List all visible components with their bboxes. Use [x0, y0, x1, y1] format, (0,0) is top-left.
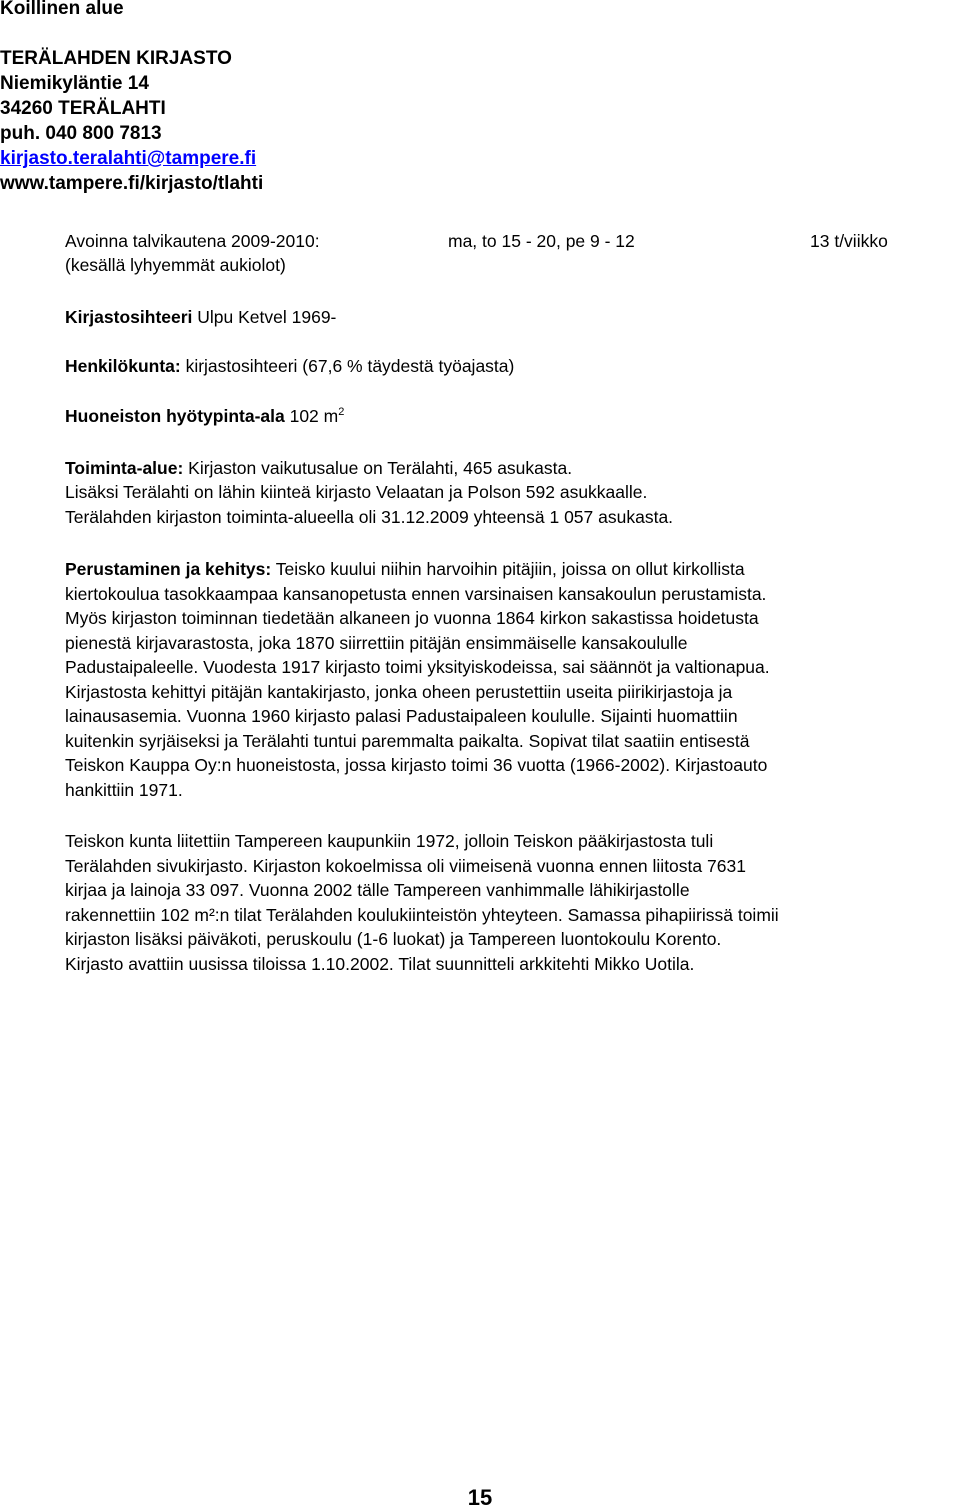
- area-superscript: 2: [338, 406, 345, 419]
- merger-line: Teiskon kunta liitettiin Tampereen kaupunkiin 1972, jolloin Teiskon pääkirjastosta tuli: [65, 831, 714, 851]
- hours-times: ma, to 15 - 20, pe 9 - 12: [448, 231, 635, 251]
- merger-line: Terälahden sivukirjasto. Kirjaston kokoelmissa oli viimeisenä vuonna ennen liitosta 7631: [65, 855, 746, 876]
- hours-label: Avoinna talvikautena 2009-2010:: [65, 231, 320, 251]
- operating-area-line-2: Lisäksi Terälahti on lähin kiinteä kirjasto Velaatan ja Polson 592 asukkaalle.: [65, 482, 648, 502]
- website-address: www.tampere.fi/kirjasto/tlahti: [0, 173, 264, 194]
- history-label: Perustaminen ja kehitys:: [65, 559, 272, 579]
- street-address: Niemikyläntie 14: [0, 73, 149, 94]
- page-number: 15: [467, 1485, 493, 1510]
- operating-area-line-3: Terälahden kirjaston toiminta-alueella oli 31.12.2009 yhteensä 1 057 asukasta.: [65, 507, 674, 527]
- merger-line: Kirjasto avattiin uusissa tiloissa 1.10.2002. Tilat suunnitteli arkkitehti Mikko Uotila.: [65, 953, 695, 974]
- history-line: kuitenkin syrjäiseksi ja Terälahti tuntui paremmalta paikalta. Sopivat tilat saatiin entisestä: [65, 730, 750, 751]
- hours-weekly: 13 t/viikko: [810, 231, 888, 251]
- operating-area-label: Toiminta-alue:: [65, 458, 184, 478]
- history-paragraph: [65, 557, 960, 802]
- history-line: Padustaipaleelle. Vuodesta 1917 kirjasto toimi yksityiskodeissa, sai säännöt ja valtionapua.: [65, 657, 770, 677]
- merger-paragraph: [65, 829, 960, 976]
- section-title: Koillinen alue: [0, 0, 124, 19]
- history-line: Kirjastosta kehittyi pitäjän kantakirjasto, jonka oheen perustettiin useita piirikirjastoja ja: [65, 681, 733, 702]
- staff-value: kirjastosihteeri (67,6 % täydestä työajasta): [180, 356, 515, 376]
- secretary-label: Kirjastosihteeri: [65, 307, 193, 327]
- secretary-value: Ulpu Ketvel 1969-: [192, 307, 337, 327]
- merger-line: rakennettiin 102 m²:n tilat Terälahden koulukiinteistön yhteyteen. Samassa pihapiirissä toimii: [65, 904, 779, 925]
- history-line: Myös kirjaston toiminnan tiedetään alkaneen jo vuonna 1864 kirkon sakastissa hoidetusta: [65, 608, 759, 628]
- merger-line: kirjaa ja lainoja 33 097. Vuonna 2002 tälle Tampereen vanhimmalle lähikirjastolle: [65, 880, 690, 900]
- area-row: [65, 404, 344, 429]
- postal-address: 34260 TERÄLAHTI: [0, 98, 166, 119]
- merger-line: kirjaston lisäksi päiväkoti, peruskoulu (1-6 luokat) ja Tampereen luontokoulu Korento.: [65, 929, 722, 949]
- operating-area-text-1: Kirjaston vaikutusalue on Terälahti, 465 asukasta.: [183, 458, 573, 478]
- library-name: TERÄLAHDEN KIRJASTO: [0, 48, 232, 69]
- history-line: Teiskon Kauppa Oy:n huoneistosta, jossa kirjasto toimi 36 vuotta (1966-2002). Kirjastoauto: [65, 755, 768, 775]
- staff-label: Henkilökunta:: [65, 356, 181, 376]
- history-line: kiertokoulua tasokkaampaa kansanopetusta ennen varsinaisen kansakoulun perustamista.: [65, 583, 767, 604]
- hours-summer-note: (kesällä lyhyemmät aukiolot): [65, 255, 286, 275]
- secretary-row: [65, 305, 336, 330]
- email-link[interactable]: kirjasto.teralahti@tampere.fi: [0, 148, 257, 169]
- operating-area-line-1: [65, 456, 572, 481]
- area-value: 102 m: [284, 406, 339, 426]
- history-line: hankittiin 1971.: [65, 779, 183, 800]
- history-line: Perustaminen ja kehitys: Teisko kuului niihin harvoihin pitäjiin, joissa on ollut kirkollista: [65, 559, 745, 579]
- history-line: pienestä kirjavarastosta, joka 1870 siirrettiin pitäjän ensimmäiselle kansakoululle: [65, 632, 688, 653]
- phone-number: puh. 040 800 7813: [0, 123, 162, 144]
- staff-row: [65, 354, 514, 379]
- area-label: Huoneiston hyötypinta-ala: [65, 406, 285, 426]
- history-line: lainausasemia. Vuonna 1960 kirjasto palasi Padustaipaleen koululle. Sijainti huomattiin: [65, 706, 738, 726]
